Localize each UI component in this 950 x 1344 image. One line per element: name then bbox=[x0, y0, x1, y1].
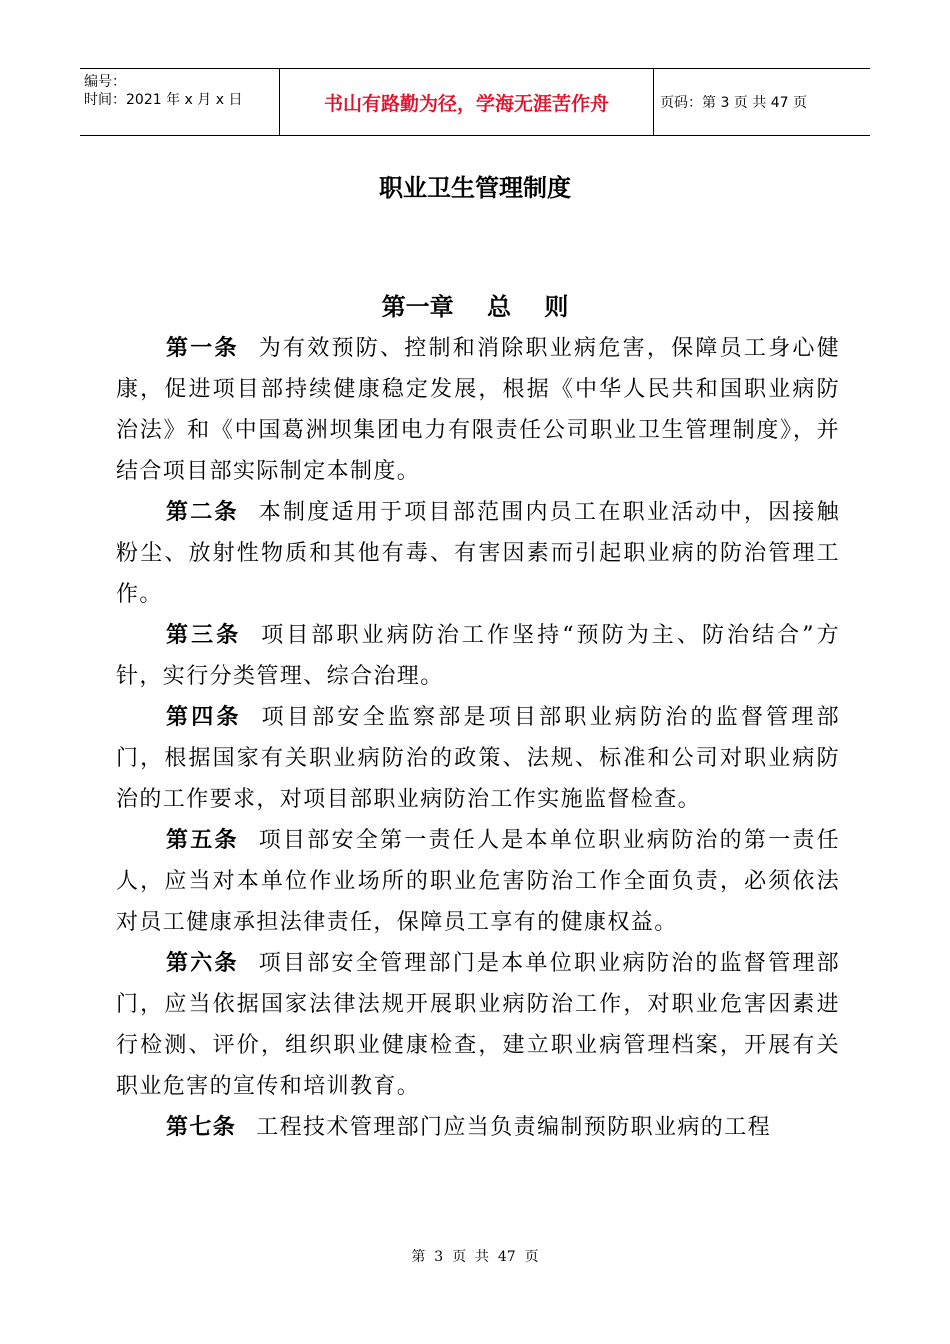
article-3 bbox=[116, 615, 840, 697]
article-1 bbox=[116, 328, 840, 492]
article-text: 项目部安全管理部门是本单位职业病防治的监督管理部门，应当依据国家法律法规开展职业病防治工作，对职业危害因素进行检测、评价，组织职业健康检查，建立职业病管理档案，开展有关职业危害的宣传和培训教育。 bbox=[116, 951, 840, 1099]
number-label: 编号： bbox=[84, 74, 126, 90]
article-label: 第二条 bbox=[166, 500, 239, 525]
article-label: 第三条 bbox=[166, 623, 242, 648]
article-label: 第七条 bbox=[166, 1115, 237, 1140]
article-text: 工程技术管理部门应当负责编制预防职业病的工程 bbox=[256, 1115, 772, 1140]
article-text: 项目部安全第一责任人是本单位职业病防治的第一责任人，应当对本单位作业场所的职业危害防治工作全面负责，必须依法对员工健康承担法律责任，保障员工享有的健康权益。 bbox=[116, 828, 840, 935]
article-4 bbox=[116, 697, 840, 820]
article-text: 本制度适用于项目部范围内员工在职业活动中，因接触粉尘、放射性物质和其他有毒、有害因素而引起职业病的防治管理工作。 bbox=[116, 500, 840, 607]
page-footer: 第 3 页 共 47 页 bbox=[411, 1249, 539, 1265]
header-page-info: 页码：第 3 页 共 47 页 bbox=[660, 95, 807, 111]
document-body bbox=[116, 328, 840, 1148]
header-motto: 书山有路勤为径，学海无涯苦作舟 bbox=[280, 69, 654, 135]
article-text: 项目部职业病防治工作坚持“预防为主、防治结合”方针，实行分类管理、综合治理。 bbox=[116, 623, 840, 689]
article-2 bbox=[116, 492, 840, 615]
time-label: 时间：2021 年 x 月 x 日 bbox=[84, 92, 243, 108]
article-7 bbox=[116, 1107, 840, 1148]
document-title: 职业卫生管理制度 bbox=[379, 174, 571, 202]
header-meta-cell bbox=[80, 69, 280, 135]
article-label: 第五条 bbox=[166, 828, 239, 853]
article-label: 第四条 bbox=[166, 705, 242, 730]
article-6 bbox=[116, 943, 840, 1107]
chapter-heading: 第一章 总 则 bbox=[381, 293, 569, 321]
article-text: 为有效预防、控制和消除职业病危害，保障员工身心健康，促进项目部持续健康稳定发展，根据《中华人民共和国职业病防治法》和《中国葛洲坝集团电力有限责任公司职业卫生管理制度》，并结合项目部实际制定本制度。 bbox=[116, 336, 840, 484]
article-text: 项目部安全监察部是项目部职业病防治的监督管理部门，根据国家有关职业病防治的政策、法规、标准和公司对职业病防治的工作要求，对项目部职业病防治工作实施监督检查。 bbox=[116, 705, 840, 812]
article-5 bbox=[116, 820, 840, 943]
article-label: 第六条 bbox=[166, 951, 239, 976]
article-label: 第一条 bbox=[166, 336, 239, 361]
page-header bbox=[80, 68, 870, 136]
